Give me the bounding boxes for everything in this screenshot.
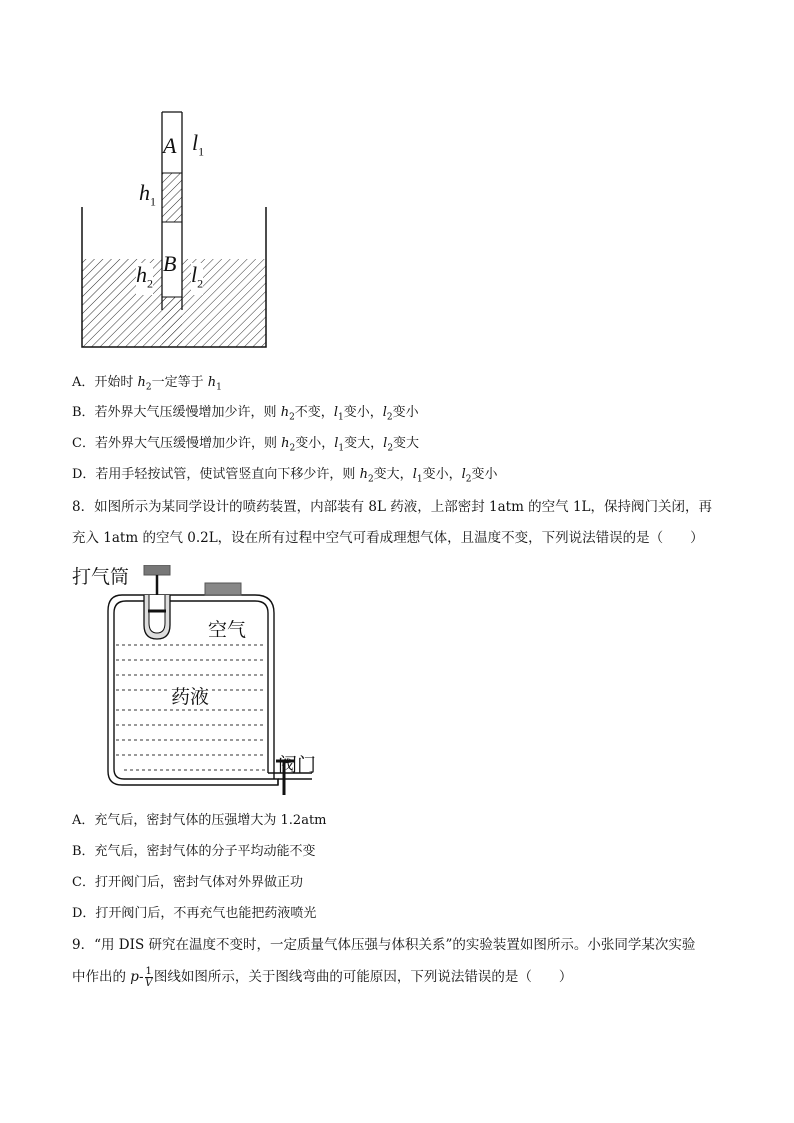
label-l1: $l_1$ [192,130,205,159]
q7-option-d: D．若用手轻按试管，使试管竖直向下移少许，则 $h_2$变大，$l_1$变小，$l_2$变小 [72,467,498,485]
liquid-in-tube [162,297,182,347]
air-label: 空气 [208,619,247,641]
tank-cap [205,583,241,595]
q7-option-b: B．若外界大气压缓慢增加少许，则 $h_2$不变，$l_1$变小，$l_2$变小 [72,405,419,423]
label-l2: $l_2$ [191,263,203,295]
q8-stem-line1: 8．如图所示为某同学设计的喷药装置，内部装有 8L 药液，上部密封 1atm 的空气 1L，保持阀门关闭，再 [72,499,713,515]
valve-label: 阀门 [278,754,317,776]
tube-in-liquid-diagram [70,105,290,355]
q8-stem-line2: 充入 1atm 的空气 0.2L，设在所有过程中空气可看成理想气体，且温度不变，下列说法错误的是（ ） [72,530,704,546]
label-A: A [163,133,177,158]
reciprocal-v-fraction: $\frac{1}{V}$ [145,966,153,989]
label-B: B [163,251,177,276]
mercury-column-h1 [162,173,182,222]
q7-option-c: C．若外界大气压缓慢增加少许，则 $h_2$变小，$l_1$变大，$l_2$变大 [72,436,420,454]
label-h1: $h_1$ [139,180,156,209]
q8-option-c: C．打开阀门后，密封气体对外界做正功 [72,875,303,890]
liquid-label: 药液 [169,682,211,709]
q9-stem-line2: 中作出的 p- $\frac{1}{V}$ 图线如图所示，关于图线弯曲的可能原因，下列说法错误的是（ ） [72,966,573,989]
q8-option-d: D．打开阀门后，不再充气也能把药液喷光 [72,906,317,921]
q8-option-b: B．充气后，密封气体的分子平均动能不变 [72,844,316,859]
q9-stem-line1: 9．“用 DIS 研究在温度不变时，一定质量气体压强与体积关系”的实验装置如图所示。小张同学某次实验 [72,937,696,953]
q7-option-a: A．开始时 $h_2$一定等于 $h_1$ [72,375,222,393]
label-h2: $h_2$ [136,263,153,295]
q8-option-a: A．充气后，密封气体的压强增大为 1.2atm [72,813,327,828]
pump-label: 打气筒 [72,566,130,588]
pump-handle [144,565,170,575]
